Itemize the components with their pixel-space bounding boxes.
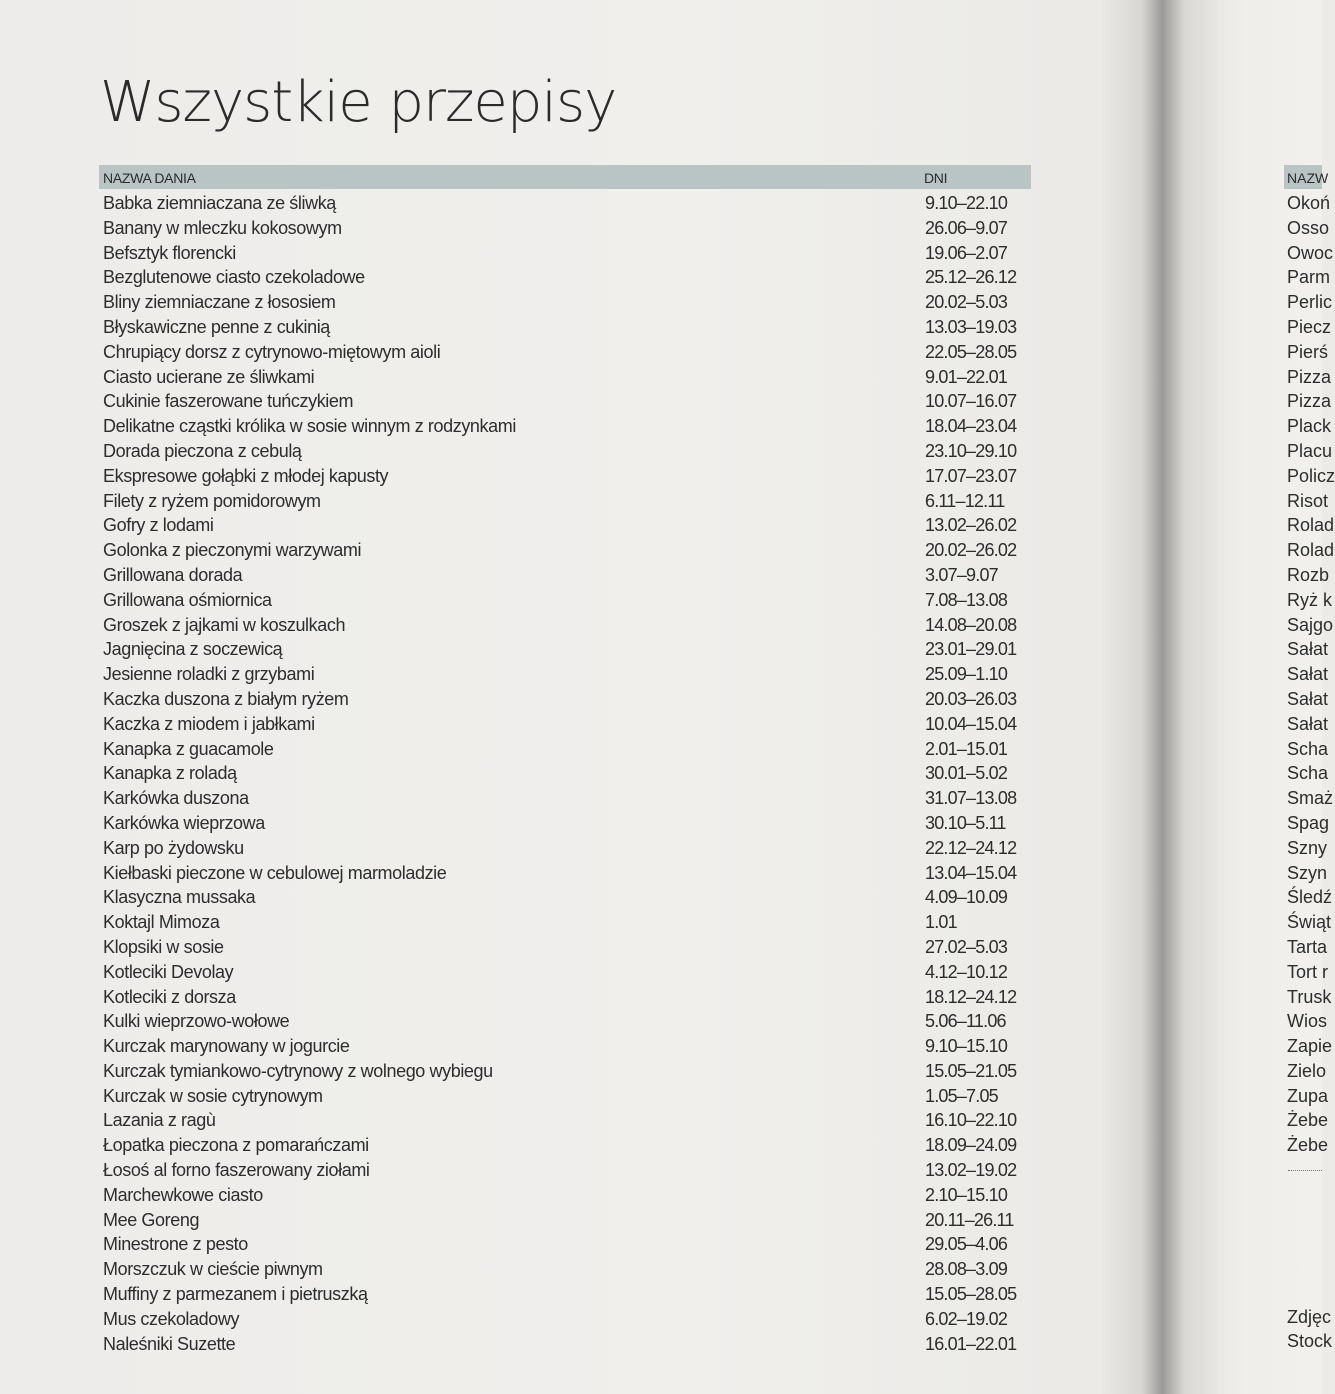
table-row — [99, 660, 1031, 685]
right-table-row — [1284, 313, 1332, 338]
recipe-name-fragment: Żebe — [1287, 1135, 1329, 1156]
recipe-days: 18.04–23.04 — [925, 416, 1017, 437]
recipe-name-fragment: Wios — [1287, 1011, 1327, 1032]
recipe-name: Bliny ziemniaczane z łososiem — [103, 292, 336, 313]
recipe-name: Befsztyk florencki — [103, 242, 236, 263]
recipe-name: Babka ziemniaczana ze śliwką — [103, 193, 336, 213]
recipe-name-fragment: Rozb — [1287, 564, 1330, 585]
right-table-row — [1284, 685, 1329, 710]
recipe-name: Kaczka duszona z białym ryżem — [103, 688, 349, 709]
table-row — [99, 635, 1031, 660]
table-row — [99, 611, 1031, 636]
table-row — [99, 1305, 1031, 1330]
recipe-name: Dorada pieczona z cebulą — [103, 440, 302, 461]
recipe-name: Ekspresowe gołąbki z młodej kapusty — [103, 465, 389, 486]
page-title: Wszystkie przepisy — [100, 70, 617, 135]
recipe-name-fragment: Smaż — [1287, 788, 1334, 809]
recipe-days: 6.02–19.02 — [925, 1308, 1008, 1329]
right-table-row — [1284, 536, 1335, 561]
recipe-days: 30.10–5.11 — [925, 812, 1006, 833]
recipe-days: 13.04–15.04 — [925, 862, 1017, 883]
recipe-name-fragment: Scha — [1287, 763, 1329, 784]
right-table-row — [1284, 958, 1329, 983]
recipe-name-fragment: Zapie — [1287, 1036, 1333, 1057]
table-row — [99, 387, 1031, 412]
recipe-name: Kotleciki Devolay — [103, 961, 234, 982]
right-table-row — [1284, 759, 1329, 784]
recipe-days: 20.02–5.03 — [925, 292, 1008, 313]
recipe-name: Ciasto ucierane ze śliwkami — [103, 366, 315, 387]
recipe-days: 25.09–1.10 — [925, 664, 1008, 685]
right-table-row — [1284, 859, 1328, 884]
recipe-name-fragment: Sałat — [1287, 664, 1329, 685]
photo-credits — [1287, 1305, 1333, 1353]
recipe-days: 2.10–15.10 — [925, 1184, 1008, 1205]
recipe-name: Jesienne roladki z grzybami — [103, 664, 315, 685]
recipe-days: 9.01–22.01 — [925, 366, 1008, 387]
right-table-row — [1284, 363, 1332, 388]
recipe-days: 22.12–24.12 — [925, 837, 1017, 858]
recipe-name-fragment: Placu — [1287, 440, 1333, 461]
recipe-name: Klopsiki w sosie — [103, 936, 224, 957]
right-table-row — [1284, 1082, 1329, 1107]
recipe-name-fragment: Szny — [1287, 837, 1328, 858]
recipe-days: 19.06–2.07 — [925, 242, 1008, 263]
recipe-name: Jagnięcina z soczewicą — [103, 639, 283, 660]
table-row — [99, 1181, 1031, 1206]
recipe-days: 18.09–24.09 — [925, 1135, 1017, 1156]
right-table-row — [1284, 239, 1334, 264]
right-table-row — [1284, 487, 1329, 512]
column-header-name: NAZWA DANIA — [103, 170, 196, 186]
recipe-days: 17.07–23.07 — [925, 465, 1017, 486]
right-table-row — [1284, 586, 1332, 611]
recipe-name: Delikatne cząstki królika w sosie winnym z rodzynkami — [103, 416, 516, 437]
recipe-days: 4.12–10.12 — [925, 961, 1008, 982]
right-table-row — [1284, 263, 1331, 288]
recipe-days: 3.07–9.07 — [925, 564, 998, 585]
table-row — [99, 1156, 1031, 1181]
table-row — [99, 1082, 1031, 1107]
table-row — [99, 363, 1031, 388]
table-row — [99, 189, 1031, 214]
recipe-name-fragment: Plack — [1287, 416, 1332, 437]
right-table-row — [1284, 412, 1332, 437]
credits-line: Stock — [1287, 1331, 1333, 1351]
table-row — [99, 685, 1031, 710]
table-row — [99, 933, 1031, 958]
recipe-name: Grillowana dorada — [103, 564, 243, 585]
recipe-days: 10.04–15.04 — [925, 713, 1017, 734]
recipe-days: 27.02–5.03 — [925, 936, 1008, 957]
right-table-header — [1284, 165, 1329, 189]
table-row — [99, 1230, 1031, 1255]
recipe-days: 18.12–24.12 — [925, 986, 1017, 1007]
right-table-row — [1284, 834, 1328, 859]
right-table-row — [1284, 1106, 1329, 1131]
recipe-name: Łosoś al forno faszerowany ziołami — [103, 1160, 370, 1181]
recipe-days: 2.01–15.01 — [925, 738, 1008, 759]
recipe-name: Bezglutenowe ciasto czekoladowe — [103, 267, 365, 288]
right-table-row — [1284, 288, 1333, 313]
right-table-row — [1284, 338, 1329, 363]
right-table-row — [1284, 611, 1334, 636]
right-recipe-list — [1284, 189, 1335, 1156]
recipe-days: 20.02–26.02 — [925, 540, 1017, 561]
recipe-name: Groszek z jajkami w koszulkach — [103, 614, 346, 635]
recipe-name-fragment: Rolad — [1287, 515, 1335, 536]
recipe-name-fragment: Żebe — [1287, 1110, 1329, 1131]
table-row — [99, 462, 1031, 487]
right-table-row — [1284, 1032, 1333, 1057]
recipe-days: 23.01–29.01 — [925, 639, 1017, 660]
recipe-name-fragment: Scha — [1287, 738, 1329, 759]
recipe-name: Mus czekoladowy — [103, 1308, 240, 1329]
table-row — [99, 561, 1031, 586]
recipe-name: Kulki wieprzowo-wołowe — [103, 1011, 290, 1032]
recipe-days: 20.03–26.03 — [925, 688, 1017, 709]
recipe-name-fragment: Pizza — [1287, 391, 1332, 412]
recipe-name: Minestrone z pesto — [103, 1234, 248, 1255]
recipe-name-fragment: Tort r — [1287, 961, 1329, 982]
recipe-name-fragment: Szyn — [1287, 862, 1328, 883]
table-row — [99, 412, 1031, 437]
table-row — [99, 1280, 1031, 1305]
recipe-days: 6.11–12.11 — [925, 490, 1005, 511]
recipe-name: Filety z ryżem pomidorowym — [103, 490, 321, 511]
credits-line: Zdjęc — [1287, 1307, 1332, 1327]
table-row — [99, 1032, 1031, 1057]
recipe-name: Golonka z pieczonymi warzywami — [103, 540, 362, 561]
recipe-days: 1.01 — [925, 912, 957, 933]
recipe-name-fragment: Osso — [1287, 217, 1330, 238]
recipe-name: Kanapka z roladą — [103, 763, 237, 784]
right-table-row — [1284, 214, 1330, 239]
recipe-list — [99, 189, 1031, 1354]
recipe-name-fragment: Świąt — [1287, 912, 1332, 933]
recipe-name-fragment: Rolad — [1287, 540, 1335, 561]
recipe-name-fragment: Śledź — [1287, 887, 1333, 908]
table-row — [99, 1255, 1031, 1280]
table-row — [99, 239, 1031, 264]
recipe-days: 22.05–28.05 — [925, 341, 1017, 362]
recipe-days: 13.03–19.03 — [925, 316, 1017, 337]
recipe-days: 7.08–13.08 — [925, 589, 1008, 610]
recipe-days: 13.02–19.02 — [925, 1160, 1017, 1181]
right-table-row — [1284, 660, 1329, 685]
recipe-days: 4.09–10.09 — [925, 887, 1008, 908]
book-gutter — [1100, 0, 1220, 1394]
recipe-name: Kurczak w sosie cytrynowym — [103, 1085, 323, 1106]
recipe-days: 28.08–3.09 — [925, 1259, 1008, 1280]
recipe-name: Karkówka wieprzowa — [103, 812, 265, 833]
table-row — [99, 263, 1031, 288]
right-table-row — [1284, 635, 1329, 660]
recipe-name: Kotleciki z dorsza — [103, 986, 236, 1007]
table-row — [99, 1131, 1031, 1156]
recipe-name-fragment: Zielo — [1287, 1060, 1327, 1081]
table-row — [99, 338, 1031, 363]
table-row — [99, 586, 1031, 611]
table-row — [99, 487, 1031, 512]
recipe-name-fragment: Okoń — [1287, 193, 1331, 213]
table-row — [99, 1007, 1031, 1032]
recipe-days: 30.01–5.02 — [925, 763, 1008, 784]
recipe-name-fragment: Perlic — [1287, 292, 1333, 313]
table-row — [99, 1330, 1031, 1355]
recipe-name: Kiełbaski pieczone w cebulowej marmoladzie — [103, 862, 447, 883]
recipe-name-fragment: Ryż k — [1287, 589, 1332, 610]
recipe-days: 9.10–15.10 — [925, 1036, 1008, 1057]
recipe-days: 16.01–22.01 — [925, 1333, 1017, 1354]
right-table-row — [1284, 511, 1335, 536]
recipe-name-fragment: Pierś — [1287, 341, 1329, 362]
recipe-name: Gofry z lodami — [103, 515, 214, 536]
recipe-name-fragment: Parm — [1287, 267, 1331, 288]
table-row — [99, 214, 1031, 239]
right-table-row — [1284, 387, 1332, 412]
recipe-name-fragment: Sałat — [1287, 713, 1329, 734]
recipe-days: 25.12–26.12 — [925, 267, 1017, 288]
right-table-row — [1284, 908, 1332, 933]
divider — [1288, 1170, 1322, 1171]
recipe-name: Cukinie faszerowane tuńczykiem — [103, 391, 354, 412]
recipe-days: 9.10–22.10 — [925, 193, 1008, 213]
recipes-table — [99, 165, 1031, 1354]
right-table-row — [1284, 189, 1331, 214]
recipe-days: 15.05–28.05 — [925, 1284, 1017, 1305]
recipe-days: 23.10–29.10 — [925, 440, 1017, 461]
recipe-name-fragment: Pizza — [1287, 366, 1332, 387]
recipe-name-fragment: Piecz — [1287, 316, 1332, 337]
table-row — [99, 859, 1031, 884]
recipe-days: 20.11–26.11 — [925, 1209, 1014, 1230]
recipe-name: Karp po żydowsku — [103, 837, 244, 858]
column-header-days: DNI — [924, 170, 948, 186]
recipe-days: 13.02–26.02 — [925, 515, 1017, 536]
right-table-row — [1284, 437, 1333, 462]
recipe-name: Kurczak tymiankowo-cytrynowy z wolnego wybiegu — [103, 1060, 493, 1081]
right-table-row — [1284, 983, 1332, 1008]
right-table-row — [1284, 883, 1333, 908]
recipe-name-fragment: Sałat — [1287, 639, 1329, 660]
recipe-name: Łopatka pieczona z pomarańczami — [103, 1135, 369, 1156]
table-row — [99, 908, 1031, 933]
table-row — [99, 536, 1031, 561]
table-row — [99, 983, 1031, 1008]
table-row — [99, 710, 1031, 735]
right-table-row — [1284, 809, 1330, 834]
recipe-days: 31.07–13.08 — [925, 788, 1017, 809]
recipe-name: Lazania z ragù — [103, 1110, 216, 1131]
recipe-name-fragment: Policz — [1287, 465, 1335, 486]
recipe-days: 16.10–22.10 — [925, 1110, 1017, 1131]
recipe-name: Koktajl Mimoza — [103, 912, 220, 933]
table-row — [99, 958, 1031, 983]
right-table-row — [1284, 784, 1334, 809]
recipe-name-fragment: Tarta — [1287, 936, 1328, 957]
table-row — [99, 784, 1031, 809]
table-row — [99, 511, 1031, 536]
recipe-name: Kurczak marynowany w jogurcie — [103, 1036, 350, 1057]
table-row — [99, 313, 1031, 338]
recipe-name-fragment: Trusk — [1287, 986, 1332, 1007]
table-row — [99, 735, 1031, 760]
right-table-row — [1284, 462, 1335, 487]
recipe-days: 1.05–7.05 — [925, 1085, 998, 1106]
recipe-name-fragment: Owoc — [1287, 242, 1334, 263]
table-row — [99, 759, 1031, 784]
right-table-row — [1284, 1131, 1329, 1156]
recipe-days: 26.06–9.07 — [925, 217, 1008, 238]
table-row — [99, 883, 1031, 908]
recipe-name-fragment: Spag — [1287, 812, 1330, 833]
table-row — [99, 1057, 1031, 1082]
right-table-row — [1284, 561, 1330, 586]
table-header — [99, 165, 1031, 189]
table-row — [99, 1106, 1031, 1131]
recipe-name: Banany w mleczku kokosowym — [103, 217, 342, 238]
recipe-name: Klasyczna mussaka — [103, 887, 256, 908]
recipe-name-fragment: Zupa — [1287, 1085, 1329, 1106]
recipe-name-fragment: Risot — [1287, 490, 1329, 511]
right-column-header: NAZW — [1287, 170, 1329, 186]
recipe-name-fragment: Sałat — [1287, 688, 1329, 709]
right-table-row — [1284, 735, 1329, 760]
table-row — [99, 437, 1031, 462]
recipe-name-fragment: Sajgo — [1287, 614, 1334, 635]
recipe-name: Kanapka z guacamole — [103, 738, 274, 759]
table-row — [99, 834, 1031, 859]
table-row — [99, 809, 1031, 834]
recipe-name: Chrupiący dorsz z cytrynowo-miętowym aioli — [103, 341, 441, 362]
table-row — [99, 288, 1031, 313]
recipe-name: Błyskawiczne penne z cukinią — [103, 316, 330, 337]
recipe-name: Kaczka z miodem i jabłkami — [103, 713, 315, 734]
recipe-days: 29.05–4.06 — [925, 1234, 1008, 1255]
recipe-name: Marchewkowe ciasto — [103, 1184, 263, 1205]
recipe-name: Mee Goreng — [103, 1209, 200, 1230]
recipe-days: 14.08–20.08 — [925, 614, 1017, 635]
right-table-row — [1284, 933, 1328, 958]
table-row — [99, 1206, 1031, 1231]
recipe-days: 5.06–11.06 — [925, 1011, 1006, 1032]
recipe-days: 15.05–21.05 — [925, 1060, 1017, 1081]
right-table-row — [1284, 1007, 1327, 1032]
recipe-name: Karkówka duszona — [103, 788, 249, 809]
recipe-name: Grillowana ośmiornica — [103, 589, 272, 610]
recipe-name: Naleśniki Suzette — [103, 1333, 236, 1354]
recipe-name: Muffiny z parmezanem i pietruszką — [103, 1284, 368, 1305]
right-table-row — [1284, 1057, 1327, 1082]
right-table-row — [1284, 710, 1329, 735]
recipe-name: Morszczuk w cieście piwnym — [103, 1259, 323, 1280]
recipe-days: 10.07–16.07 — [925, 391, 1017, 412]
